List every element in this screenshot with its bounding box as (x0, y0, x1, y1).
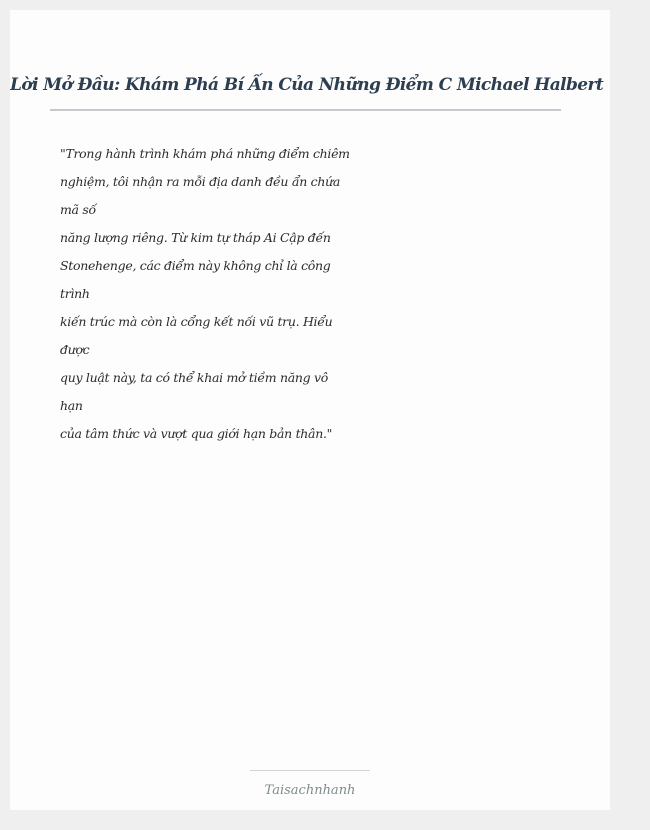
title-divider (50, 109, 561, 111)
footer-divider (250, 770, 370, 771)
quote-line: được (60, 342, 90, 357)
quote-line: hạn (60, 398, 83, 413)
page-title: Lời Mở Đầu: Khám Phá Bí Ẩn Của Những Điểm C Michael Halbert (10, 75, 604, 95)
quote-line: mã số (60, 202, 96, 217)
quote-line: "Trong hành trình khám phá những điểm chiêm (60, 146, 350, 161)
quote-line: nghiệm, tôi nhận ra mỗi địa danh đều ẩn chứa (60, 174, 340, 189)
quote-line: quy luật này, ta có thể khai mở tiềm năng vô (60, 370, 328, 385)
quote-line: kiến trúc mà còn là cổng kết nối vũ trụ. Hiểu (60, 314, 333, 329)
quote-block (60, 140, 370, 448)
quote-line: Stonehenge, các điểm này không chỉ là công (60, 258, 331, 273)
document-page (10, 10, 610, 810)
footer-brand: Taisachnhanh (264, 783, 356, 798)
quote-line: trình (60, 286, 90, 301)
quote-line: năng lượng riêng. Từ kim tự tháp Ai Cập đến (60, 230, 331, 245)
quote-line: của tâm thức và vượt qua giới hạn bản thân." (60, 426, 333, 441)
